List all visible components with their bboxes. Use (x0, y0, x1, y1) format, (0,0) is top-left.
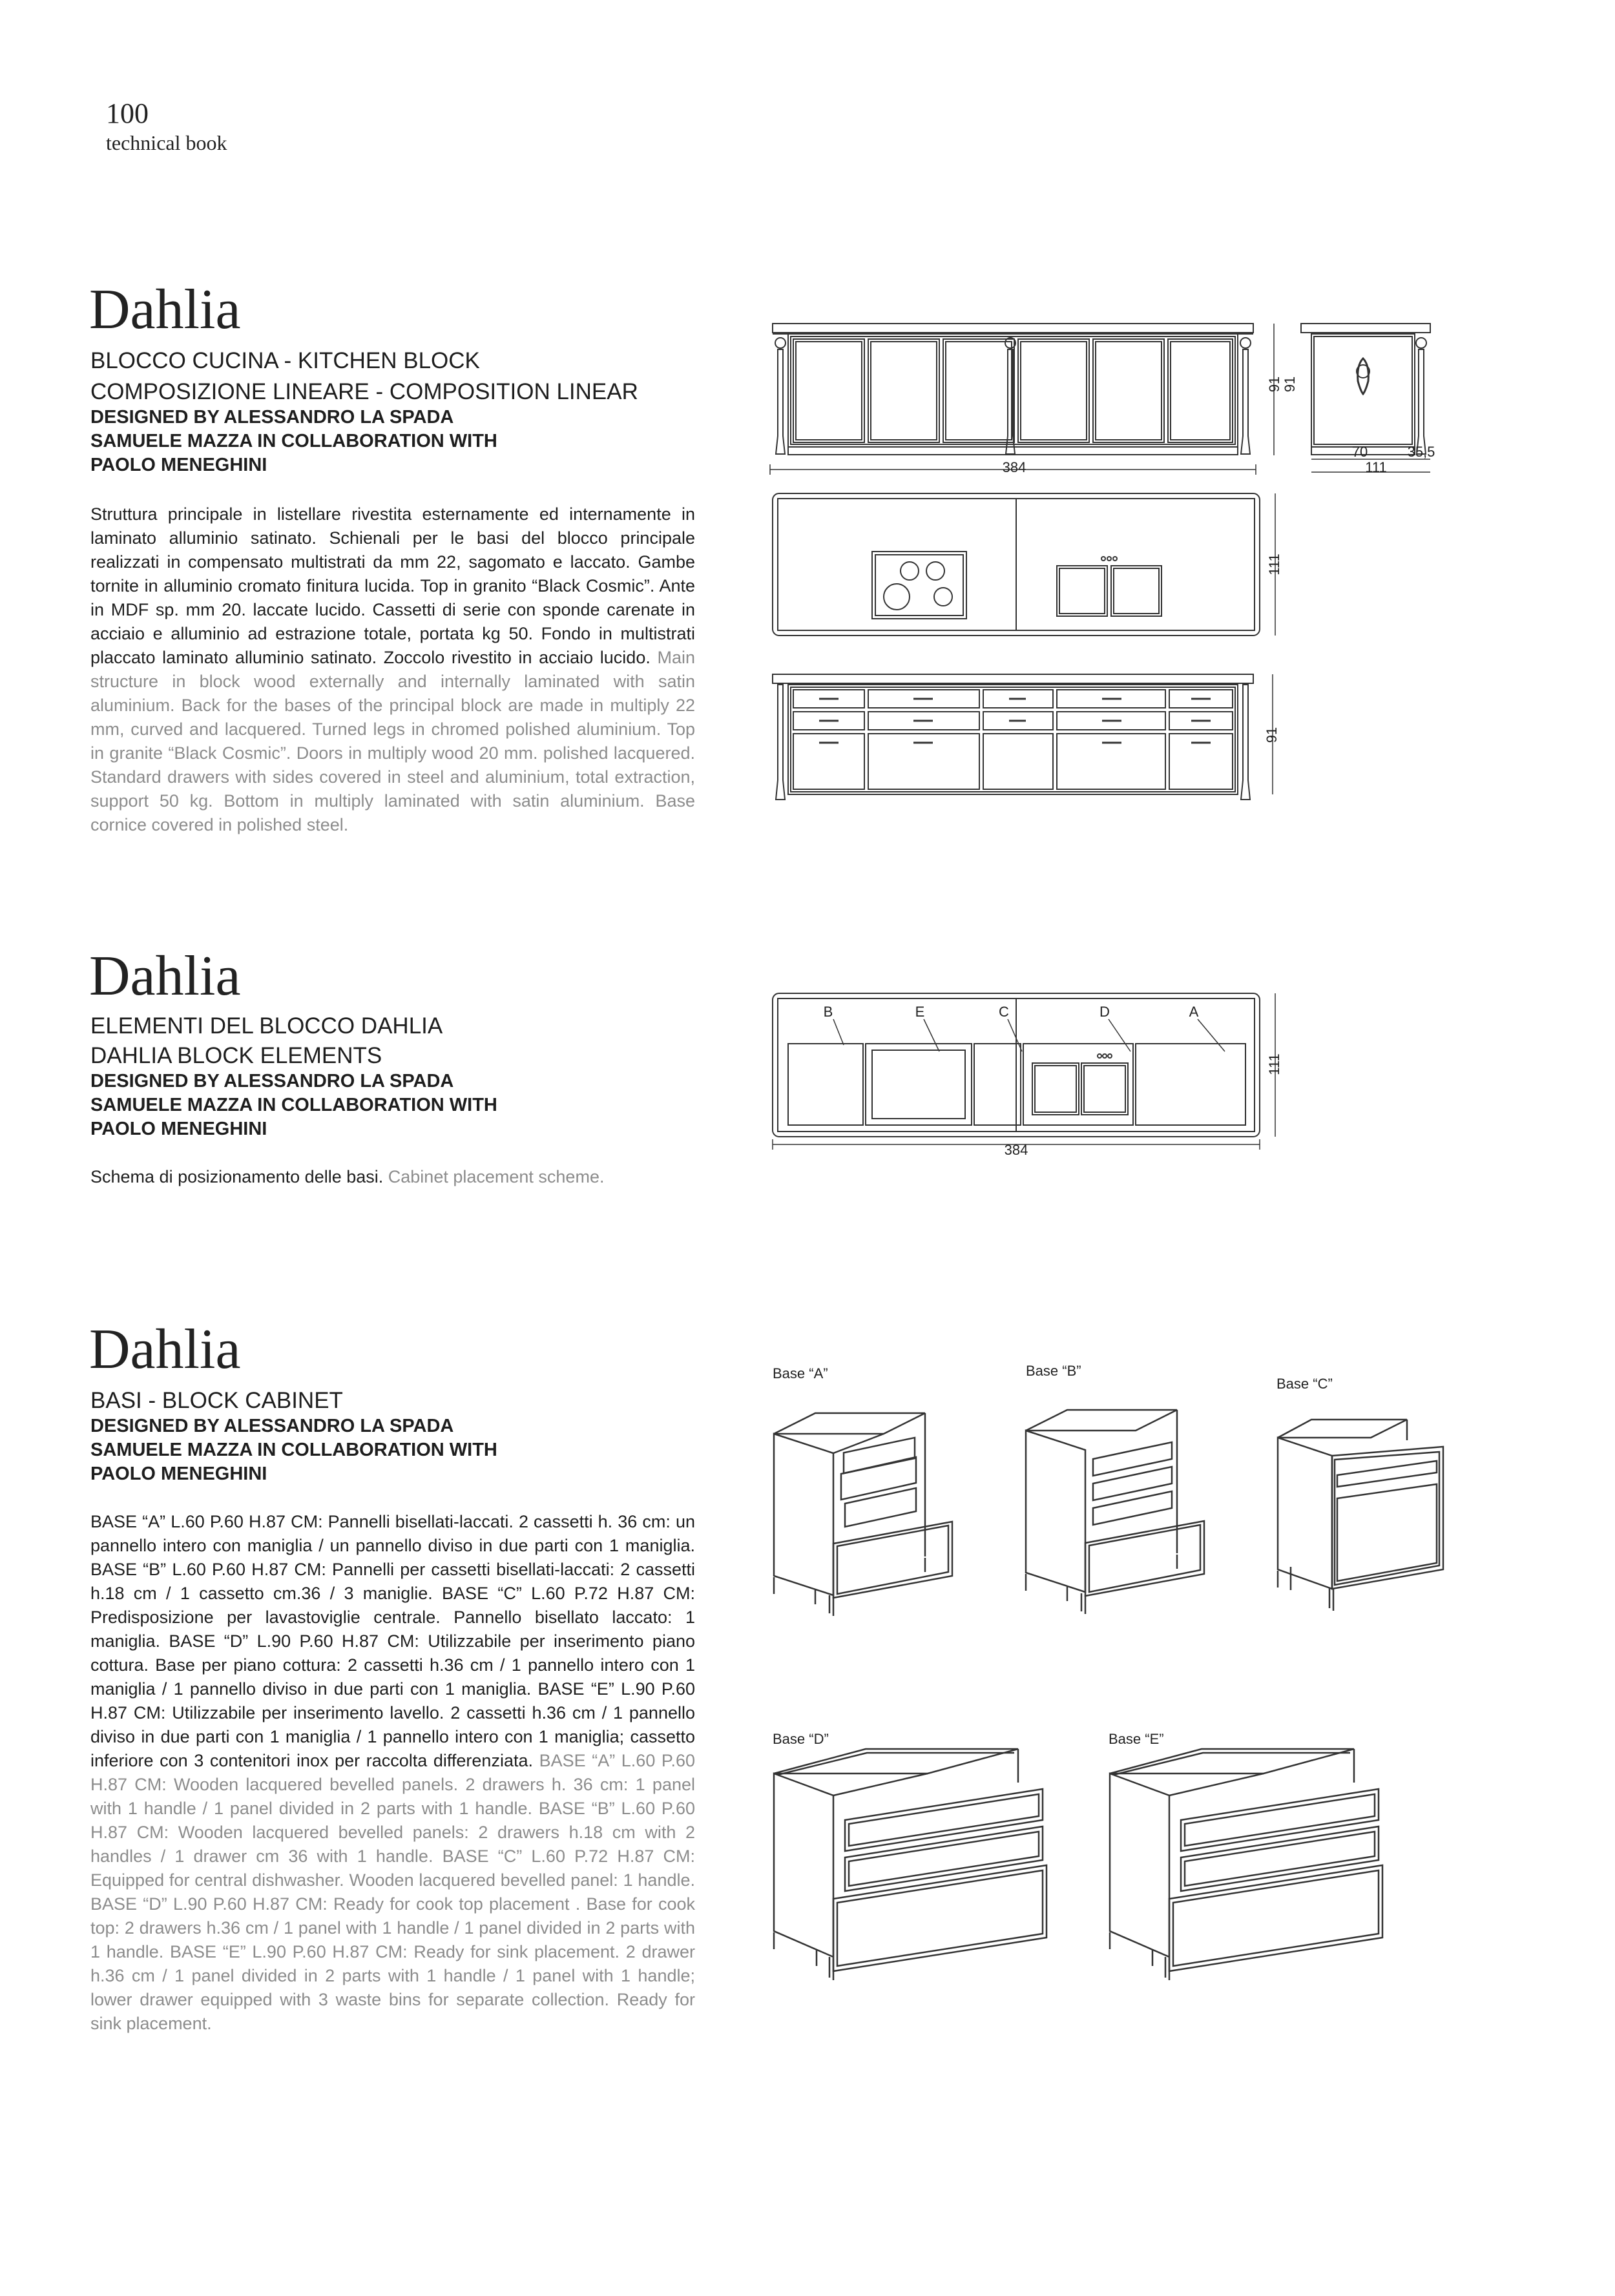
description-english: Cabinet placement scheme. (388, 1167, 605, 1186)
cabinet-drawing-c (1273, 1414, 1460, 1628)
dim-side-height: 91 (1282, 376, 1298, 393)
designer-credit: SAMUELE MAZZA IN COLLABORATION WITH (90, 1095, 497, 1115)
cabinet-label-a: Base “A” (773, 1365, 828, 1381)
description-italian: Struttura principale in listellare rivestita esternamente ed internamente in laminato alluminio satinato. Schienali per le basi del blocco principale realizzati in compensato multistrati da mm 22, sagomato e laccato. Gambe tornite in alluminio cromato finitura lucida. Top in granito “Black Cosmic”. Ante in MDF sp. mm 20. laccate lucido. Cassetti di serie con sponde carenate in acciaio e alluminio ad estrazione totale, portata kg 50. Fondo in multistrati placcato laminato alluminio satinato. Zoccolo rivestito in acciaio lucido. (90, 504, 695, 667)
cabinet-drawing-e (1105, 1744, 1389, 1996)
cabinet-drawing-b (1021, 1405, 1208, 1628)
designer-credit: PAOLO MENEGHINI (90, 455, 267, 475)
turned-legs (775, 338, 1251, 454)
scheme-label-d: D (1099, 1004, 1110, 1020)
scheme-label-c: C (999, 1004, 1009, 1020)
cabinet-label-b: Base “B” (1026, 1363, 1081, 1379)
section-title: Dahlia (89, 1318, 241, 1381)
dim-back-height: 91 (1264, 727, 1280, 743)
dim-front-width: 384 (1002, 459, 1026, 475)
book-title: technical book (106, 131, 227, 154)
scheme-label-e: E (915, 1004, 925, 1020)
designer-credit: SAMUELE MAZZA IN COLLABORATION WITH (90, 1440, 497, 1460)
page-number: 100 (106, 98, 149, 129)
section-subtitle: BLOCCO CUCINA - KITCHEN BLOCK (90, 348, 480, 373)
dim-plan-depth: 111 (1266, 553, 1282, 575)
dim-side-overhang: 35,5 (1407, 444, 1435, 460)
description-text (90, 1510, 695, 2036)
description-text (90, 502, 695, 837)
designer-credit: SAMUELE MAZZA IN COLLABORATION WITH (90, 431, 497, 451)
cabinet-label-d: Base “D” (773, 1731, 829, 1747)
dim-side-total: 111 (1365, 459, 1387, 475)
front-elevation-drawing (762, 320, 1282, 475)
back-elevation-drawing (762, 670, 1279, 800)
cabinet-label-e: Base “E” (1109, 1731, 1164, 1747)
section-subtitle: COMPOSIZIONE LINEARE - COMPOSITION LINEAR (90, 379, 638, 404)
description-english: Main structure in block wood externally and internally laminated with satin aluminium. Back for the bases of the principal block are made in multiply 22 mm, curved and lacquered. Turned legs in chromed polished aluminium. Top in granite “Black Cosmic”. Doors in multiply wood 20 mm. polished lacquered. Standard drawers with sides covered in steel and aluminium, total extraction, support 50 kg. Bottom in multiply laminated with satin aluminium. Base cornice covered in polished steel. (90, 648, 695, 834)
designer-credit: PAOLO MENEGHINI (90, 1119, 267, 1139)
scheme-label-b: B (823, 1004, 833, 1020)
description-text (90, 1165, 695, 1189)
section-subtitle: DAHLIA BLOCK ELEMENTS (90, 1043, 382, 1068)
section-title: Dahlia (89, 945, 241, 1008)
plan-view-drawing (769, 490, 1282, 638)
dim-scheme-width: 384 (1004, 1142, 1028, 1158)
designer-credit: DESIGNED BY ALESSANDRO LA SPADA (90, 1071, 454, 1091)
description-italian: Schema di posizionamento delle basi. (90, 1167, 384, 1186)
description-english: BASE “A” L.60 P.60 H.87 CM: Wooden lacquered bevelled panels. 2 drawers h. 36 cm: 1 panel with 1 handle / 1 panel divided in 2 parts with 1 handle. BASE “B” L.60 P.60 H.87 CM: Wooden lacquered bevelled panels: 2 drawers h.18 cm with 2 handles / 1 drawer cm 36 with 1 handle. BASE “C” L.60 P.72 H.87 CM: Equipped for central dishwasher. Wooden lacquered bevelled panel: 1 handle. BASE “D” L.90 P.60 H.87 CM: Ready for cook top placement . Base for cook top: 2 drawers h.36 cm / 1 panel with 1 handle / 1 panel divided in 2 parts with 1 handle. BASE “E” L.90 P.60 H.87 CM: Ready for sink placement. 2 drawer h.36 cm / 1 panel divided in 2 parts with 1 handle / 1 panel with 1 handle; lower drawer equipped with 3 waste bins for separate collection. Ready for sink placement. (90, 1751, 695, 2033)
cabinet-drawing-a (769, 1408, 956, 1628)
designer-credit: DESIGNED BY ALESSANDRO LA SPADA (90, 1416, 454, 1436)
section-title: Dahlia (89, 278, 241, 341)
section-subtitle: BASI - BLOCK CABINET (90, 1388, 343, 1413)
cabinet-label-c: Base “C” (1276, 1376, 1333, 1392)
dim-front-height: 91 (1266, 376, 1282, 393)
section-subtitle: ELEMENTI DEL BLOCCO DAHLIA (90, 1013, 443, 1039)
designer-credit: DESIGNED BY ALESSANDRO LA SPADA (90, 407, 454, 428)
designer-credit: PAOLO MENEGHINI (90, 1463, 267, 1484)
side-elevation-drawing (1282, 320, 1447, 478)
scheme-label-a: A (1189, 1004, 1199, 1020)
dim-side-depth: 70 (1351, 444, 1368, 460)
cabinet-drawing-d (769, 1744, 1053, 1996)
dim-scheme-depth: 111 (1266, 1053, 1282, 1075)
placement-scheme-drawing (769, 989, 1282, 1158)
description-italian: BASE “A” L.60 P.60 H.87 CM: Pannelli bisellati-laccati. 2 cassetti h. 36 cm: un pannello intero con maniglia / un pannello diviso in due parti con 1 maniglia. BASE “B” L.60 P.60 H.87 CM: Pannelli per cassetti bisellati-laccati: 2 cassetti h.18 cm / 1 cassetto cm.36 / 3 maniglie. BASE “C” L.60 P.72 H.87 CM: Predisposizione per lavastoviglie centrale. Pannello bisellato laccato: 1 maniglia. BASE “D” L.90 P.60 H.87 CM: Utilizzabile per inserimento piano cottura. Base per piano cottura: 2 cassetti h.36 cm / 1 pannello intero con 1 maniglia / 1 pannello diviso in due parti con 1 maniglia. BASE “E” L.90 P.60 H.87 CM: Utilizzabile per inserimento lavello. 2 cassetti h.36 cm / 1 pannello diviso in due parti con 1 maniglia / 1 pannello intero con 1 maniglia; cassetto inferiore con 3 contenitori inox per raccolta differenziata. (90, 1512, 695, 1770)
